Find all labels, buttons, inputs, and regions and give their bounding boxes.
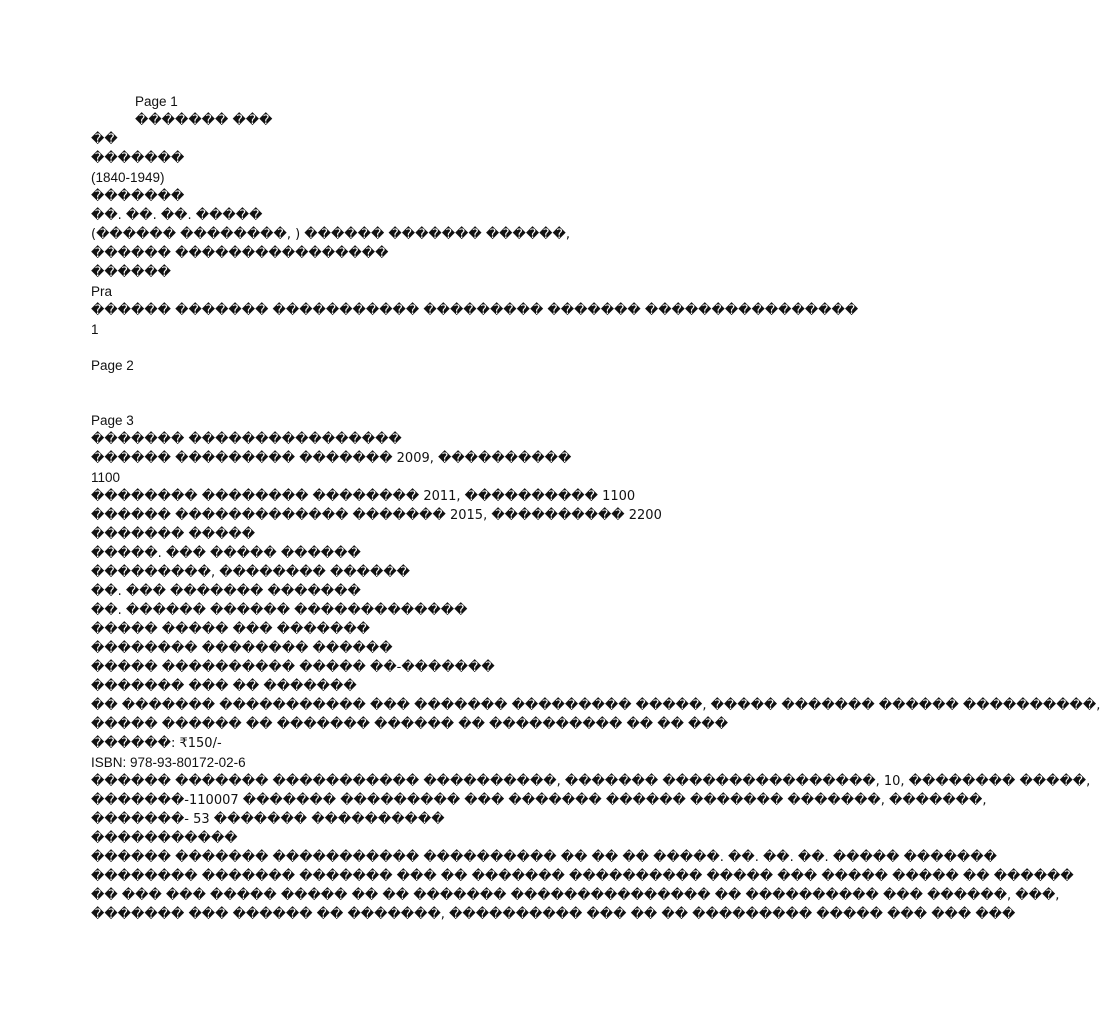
- page-3-line: ������ ������� ����������� ����������, ������� ����������������, 10, �������� �����,: [91, 774, 1091, 789]
- page-3-line: �������-110007 ������� ��������� ��� ������� ������ ������� �������, �������,: [91, 793, 987, 808]
- page-3-line: ����� ���������� ����� ��-�������: [91, 660, 495, 675]
- page-3-line: ������ ������������� ������� 2015, ���������� 2200: [91, 508, 662, 523]
- page-1-number: 1: [91, 322, 99, 337]
- page-3-line: �����. ��� ����� ������: [91, 546, 361, 561]
- page-3-price: ������: ₹150/-: [91, 736, 222, 751]
- page-3-line: �������� �������� ������: [91, 641, 393, 656]
- spacer: [91, 339, 691, 356]
- page-1-line: �������: [91, 189, 185, 204]
- page-3-line: �������� ������� ������� ��� �� ������� ���������� ����� ��� ����� ����� �� ������: [91, 869, 1074, 884]
- page-1-publisher: ������ ������� ����������� ��������� ������� ����������������: [91, 303, 859, 318]
- page-1-marker: Page 1: [135, 94, 178, 109]
- page-3-line: �����������: [91, 831, 238, 846]
- page-3-isbn: ISBN: 978-93-80172-02-6: [91, 755, 246, 770]
- page-2-marker: Page 2: [91, 358, 134, 373]
- page-3-line: ����� ������ �� ������� ������ �� ���������� �� �� ���: [91, 717, 729, 732]
- spacer: [91, 375, 691, 411]
- page-3-line: �� ��� ��� ����� ����� �� �� ������� ��������������� �� ���������� ��� ������, ���,: [91, 888, 1060, 903]
- page-3-line: ������� ��� �� �������: [91, 679, 357, 694]
- document-text: [91, 92, 1100, 924]
- page-3-line: ������� �����: [91, 527, 256, 542]
- page-3-line: ������ ������� ����������� ���������� �� �� �� �����. ��. ��. ��. ����� �������: [91, 850, 997, 865]
- page-3-line: �� ������� ����������� ��� ������� ��������� �����, ����� ������� ������ ����������,: [91, 698, 1100, 713]
- page-3-line: ��. ��� ������� �������: [91, 584, 361, 599]
- page-3-line: ����� ����� ��� �������: [91, 622, 370, 637]
- page-3-line: �������- 53 ������� ����������: [91, 812, 445, 827]
- page-1-line: ������: [91, 265, 171, 280]
- page-3-line: ������ ��������� ������� 2009, ����������: [91, 451, 572, 466]
- page-3-line: �������� �������� �������� 2011, ���������� 1100: [91, 489, 636, 504]
- page-3-line: ������� ����������������: [91, 432, 402, 447]
- page-1-title: ������� ���: [135, 113, 273, 128]
- page-1-line: (������ ��������, ) ������ ������� ������,: [91, 227, 570, 242]
- page-3-line: ������� ��� ������ �� �������, ���������� ��� �� �� ��������� ����� ��� ��� ���: [91, 907, 1016, 922]
- page-1-years: (1840-1949): [91, 170, 165, 185]
- page-1-line: ��: [91, 132, 118, 147]
- page-1-line: �������: [91, 151, 185, 166]
- page-3-line: 1100: [91, 470, 121, 485]
- page-1-line: Pra: [91, 284, 113, 299]
- page-3-line: ��. ������ ������ �������������: [91, 603, 468, 618]
- page-3-line: ���������, �������� ������: [91, 565, 410, 580]
- page-1-author: ��. ��. ��. �����: [91, 208, 263, 223]
- page-3-marker: Page 3: [91, 413, 134, 428]
- page-1-line: ������ ����������������: [91, 246, 389, 261]
